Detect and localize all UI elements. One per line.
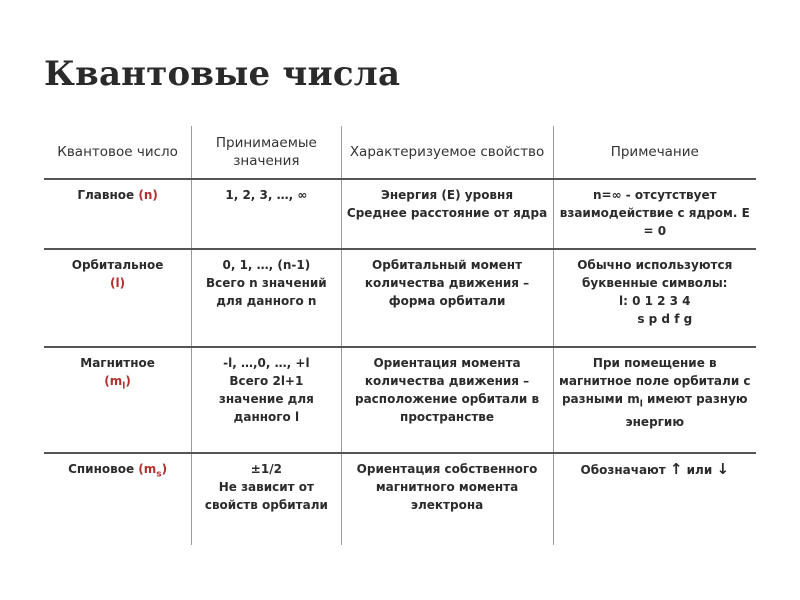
spin-note-pre: Обозначают [580,463,666,477]
page-title: Квантовые числа [44,54,401,94]
magnetic-note-m-base: m [627,392,640,406]
table-header-row [44,126,756,179]
table-row-orbital [44,249,756,347]
header-property: Характеризуемое свойство [341,126,553,179]
spin-name: Спиновое [68,462,135,476]
magnetic-symbol-open: (m [104,374,123,388]
spin-values: ±1/2 [250,462,282,476]
quantum-numbers-table [44,126,756,545]
spin-values-extra: Не зависит от свойств орбитали [204,480,328,512]
orbital-note-cell [553,249,756,347]
orbital-note-line2: s p d f g [637,312,693,326]
magnetic-note-post: имеют разную энергию [625,392,748,430]
principal-name: Главное [77,188,135,202]
magnetic-symbol-sub: l [122,381,126,392]
magnetic-values-extra: Всего 2l+1 значение для данного l [218,374,314,424]
magnetic-values: -l, …,0, …, +l [223,356,310,370]
spin-symbol-sub: s [156,469,162,480]
magnetic-symbol [48,372,187,395]
orbital-note-line1: l: 0 1 2 3 4 [618,294,691,308]
spin-property: Ориентация собственного магнитного момента электрона [341,453,553,545]
spin-symbol-close: ) [161,462,168,476]
principal-symbol: (n) [138,188,158,202]
orbital-property: Орбитальный момент количества движения – форма орбитали [341,249,553,347]
down-arrow-icon: ↓ [716,460,730,478]
magnetic-property: Ориентация момента количества движения – расположение орбитали в пространстве [341,347,553,453]
magnetic-name-cell [44,347,192,453]
orbital-name-cell [44,249,192,347]
magnetic-symbol-close: ) [125,374,131,388]
principal-values: 1, 2, 3, …, ∞ [192,179,341,249]
table-row-magnetic [44,347,756,453]
orbital-note: Обычно используются буквенные символы: [577,258,733,290]
spin-note-or: или [686,463,713,477]
orbital-values-cell [192,249,341,347]
magnetic-note-cell [553,347,756,453]
header-quantum-number: Квантовое число [44,126,192,179]
spin-symbol [138,462,168,480]
table-row-principal [44,179,756,249]
header-note: Примечание [553,126,756,179]
principal-name-cell [44,179,192,249]
spin-note-cell [553,453,756,545]
magnetic-values-cell [192,347,341,453]
spin-name-cell [44,453,192,545]
magnetic-name: Магнитное [80,356,155,370]
orbital-values: 0, 1, …, (n-1) [222,258,311,272]
magnetic-note-m-sub: l [639,399,643,410]
orbital-name: Орбитальное [71,258,164,272]
spin-values-cell [192,453,341,545]
up-arrow-icon: ↑ [669,460,683,478]
spin-symbol-open: (m [138,462,157,476]
principal-property-cell [341,179,553,249]
magnetic-note-m [627,392,643,410]
principal-property-line1: Энергия (Е) уровня [381,188,514,202]
principal-property-line2: Среднее расстояние от ядра [346,206,548,220]
table-row-spin [44,453,756,545]
magnetic-note-pre: При помещение в магнитное поле орбитали с разными [559,356,751,406]
orbital-symbol: (l) [110,276,126,290]
principal-note: n=∞ - отсутствует взаимодействие с ядром. Е = 0 [553,179,756,249]
header-values: Принимаемые значения [192,126,341,179]
orbital-values-extra: Всего n значений для данного n [206,276,327,308]
